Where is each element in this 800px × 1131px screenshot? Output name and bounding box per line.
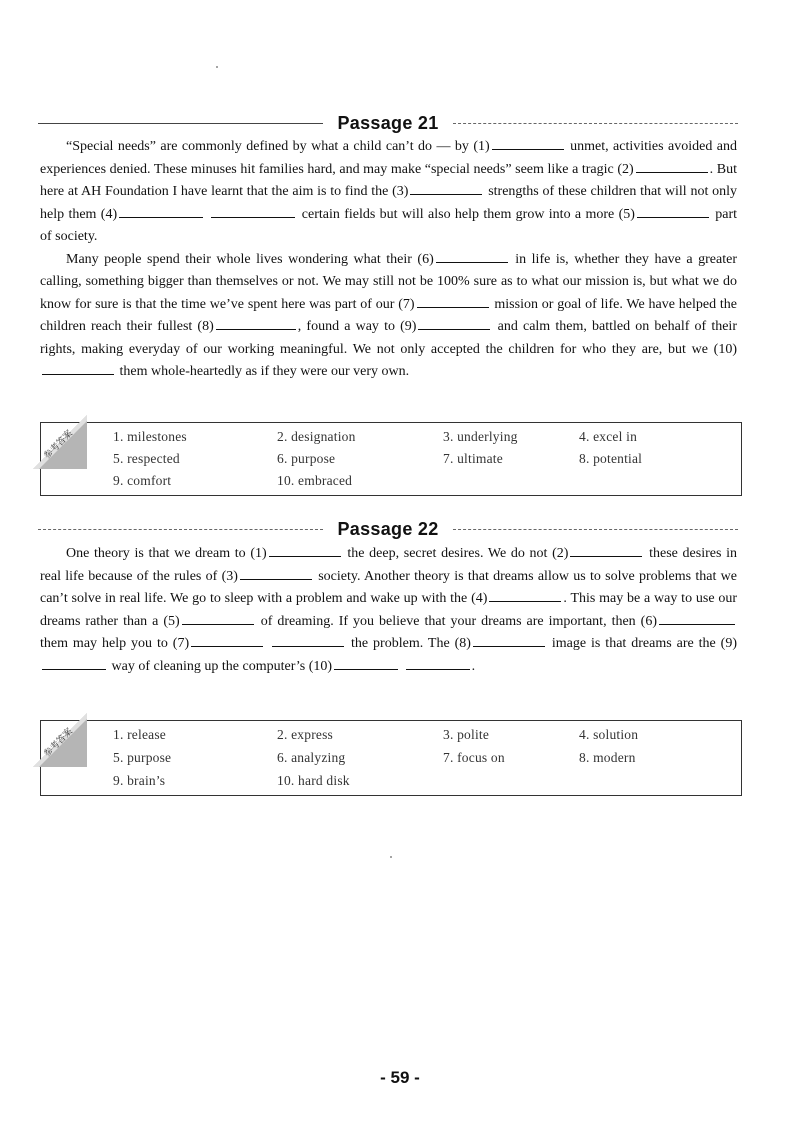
blank-6[interactable]: [659, 611, 735, 625]
blank-7a[interactable]: [191, 633, 263, 647]
blank-3[interactable]: [240, 566, 312, 580]
header-rule-right: [453, 529, 738, 530]
answer-item: 9. brain’s: [113, 773, 166, 788]
answer-item: 10. embraced: [277, 473, 353, 488]
header-rule-left: [38, 529, 323, 530]
blank-5[interactable]: [182, 611, 254, 625]
answer-item: 4. excel in: [579, 429, 638, 444]
blank-7b[interactable]: [272, 633, 344, 647]
blank-10[interactable]: [42, 361, 114, 375]
blank-1[interactable]: [492, 136, 564, 150]
blank-8[interactable]: [473, 633, 545, 647]
answer-item: 1. milestones: [113, 429, 187, 444]
blank-5[interactable]: [637, 204, 709, 218]
corner-label: 参考答案: [42, 726, 75, 760]
answer-item: 1. release: [113, 727, 166, 742]
corner-label: 参考答案: [42, 428, 75, 462]
blank-3[interactable]: [410, 181, 482, 195]
blank-10a[interactable]: [334, 656, 398, 670]
answer-item: 4. solution: [579, 727, 639, 742]
passage-22-title: Passage 22: [337, 518, 439, 539]
header-rule-left: [38, 123, 323, 124]
answer-item: 3. polite: [443, 727, 490, 742]
answer-item: 3. underlying: [443, 429, 518, 444]
passage-21-text: [40, 136, 737, 384]
passage-22-answers: [41, 721, 741, 795]
header-rule-right: [453, 123, 738, 124]
scan-speck: [216, 66, 218, 68]
answer-item: 6. analyzing: [277, 750, 346, 765]
blank-1[interactable]: [269, 543, 341, 557]
passage-21-header: [38, 110, 738, 136]
passage-21-paragraph-2: Many people spend their whole lives wondering what their (6) in life is, whether they have a greater calling, something bigger than themselves or not. We may still not be 100% sure as to what our mission is, but what we do know for sure is that the time we’ve spent here was part of our (7) mission or goal of life. We have helped the children reach their fullest (8) , found a way to (9) and calm them, battled on behalf of their rights, making everyday of our working meaningful. We not only accepted the children for who they are, but we (10) them whole-heartedly as if they were our very own.: [40, 249, 737, 384]
page-number: - 59 -: [380, 1068, 420, 1087]
blank-6[interactable]: [436, 249, 508, 263]
blank-10b[interactable]: [406, 656, 470, 670]
passage-21-answer-box: [40, 422, 742, 496]
blank-7[interactable]: [417, 294, 489, 308]
answer-item: 10. hard disk: [277, 773, 350, 788]
answer-item: 5. purpose: [113, 750, 172, 765]
blank-9[interactable]: [42, 656, 106, 670]
passage-21-paragraph-1: “Special needs” are commonly defined by what a child can’t do — by (1) unmet, activities avoided and experiences denied. These minuses hit families hard, and may make “special needs” seem like a tragic (2) . But here at AH Foundation I have learnt that the aim is to find the (3) strengths of these children that will not only help them (4) certain fields but will also help them grow into a more (5) part of society.: [40, 136, 737, 249]
passage-22-text: [40, 543, 737, 678]
answer-item: 5. respected: [113, 451, 180, 466]
answer-item: 7. focus on: [443, 750, 505, 765]
answer-item: 8. modern: [579, 750, 636, 765]
answer-item: 7. ultimate: [443, 451, 503, 466]
blank-9[interactable]: [418, 316, 490, 330]
blank-4b[interactable]: [211, 204, 295, 218]
passage-22-paragraph-1: One theory is that we dream to (1) the deep, secret desires. We do not (2) these desires in real life because of the rules of (3) society. Another theory is that dreams allow us to solve problems that we can’t solve in real life. We go to sleep with a problem and wake up with the (4) . This may be a way to use our dreams rather than a (5) of dreaming. If you believe that your dreams are important, then (6) them may help you to (7) the problem. The (8) image is that dreams are the (9) way of cleaning up the computer’s (10) .: [40, 543, 737, 678]
blank-2[interactable]: [636, 159, 708, 173]
blank-2[interactable]: [570, 543, 642, 557]
passage-21-answers: [41, 423, 741, 495]
answer-item: 9. comfort: [113, 473, 172, 488]
blank-8[interactable]: [216, 316, 296, 330]
answer-item: 8. potential: [579, 451, 643, 466]
passage-22-answer-box: [40, 720, 742, 796]
answer-item: 2. designation: [277, 429, 356, 444]
passage-21-title: Passage 21: [337, 112, 439, 133]
passage-22-header: [38, 516, 738, 542]
blank-4[interactable]: [489, 588, 561, 602]
scan-speck: [390, 856, 392, 858]
answer-item: 2. express: [277, 727, 333, 742]
answer-item: 6. purpose: [277, 451, 336, 466]
blank-4a[interactable]: [119, 204, 203, 218]
